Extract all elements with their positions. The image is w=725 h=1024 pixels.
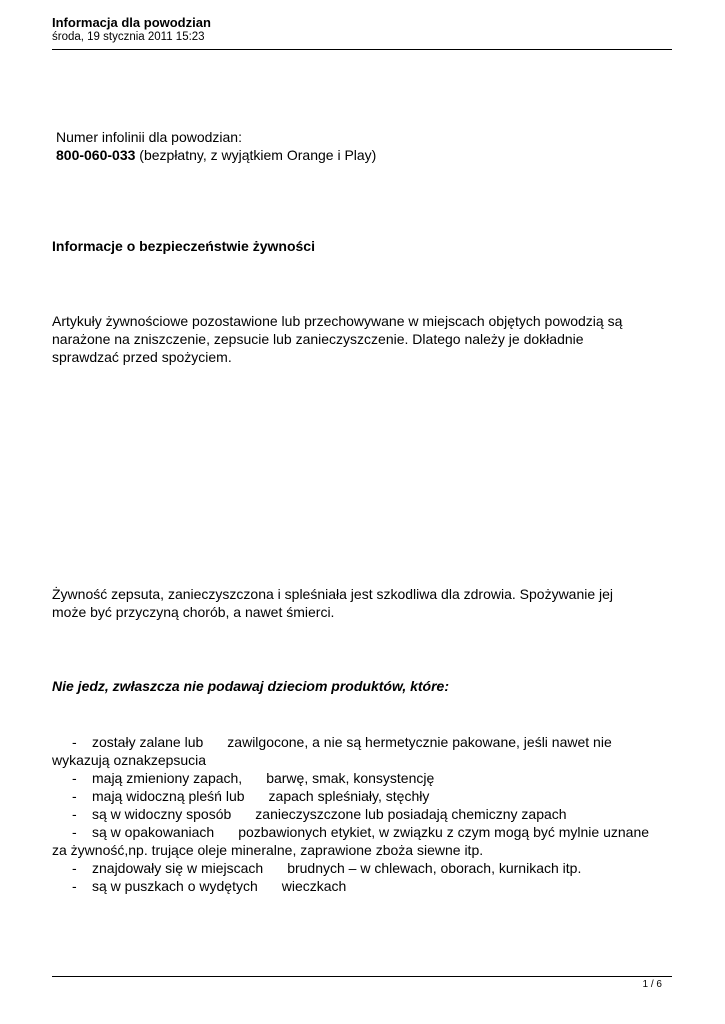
page-title: Informacja dla powodzian — [52, 15, 211, 30]
list-item-text: są w widoczny sposób — [92, 806, 232, 822]
list-item-text: znajdowały się w miejscach — [92, 860, 264, 876]
list-dash: - — [72, 734, 77, 750]
list-dash: - — [72, 770, 77, 786]
list-item-text: wykazują oznak — [52, 752, 151, 768]
paragraph-line: sprawdzać przed spożyciem. — [52, 349, 232, 365]
list-item-text: wieczkach — [281, 878, 347, 894]
list-item — [52, 733, 672, 751]
infoline-note: (bezpłatny, z wyjątkiem Orange i Play) — [135, 147, 377, 163]
list-dash: - — [72, 860, 77, 876]
page-date: środa, 19 stycznia 2011 15:23 — [52, 31, 205, 43]
section-heading: Informacje o bezpieczeństwie żywności — [52, 238, 315, 254]
list-item — [52, 769, 672, 787]
list-item-text: pozbawionych etykiet, w związku z czym mogą być mylnie uznane — [238, 824, 650, 840]
list-item-continuation — [52, 841, 672, 859]
paragraph-danger — [52, 585, 672, 621]
list-item-text: są w opakowaniach — [92, 824, 215, 840]
list-item — [52, 859, 672, 877]
list-item-text: barwę, smak, konsystencję — [266, 770, 435, 786]
list-item-text: zostały zalane lub — [92, 734, 204, 750]
list-item-text: zepsucia — [150, 752, 207, 768]
infoline-line — [56, 146, 676, 164]
paragraph-line: Artykuły żywnościowe pozostawione lub przechowywane w miejscach objętych powodzią są — [52, 313, 623, 329]
list-item-text: zanieczyszczone lub posiadają chemiczny zapach — [255, 806, 567, 822]
infoline-block — [56, 128, 676, 164]
header-rule — [52, 49, 672, 50]
list-dash: - — [72, 878, 77, 894]
infoline-label: Numer infolinii dla powodzian: — [56, 129, 242, 145]
page-number: 1 / 6 — [642, 979, 662, 990]
list-dash: - — [72, 806, 77, 822]
paragraph-line: Żywność zepsuta, zanieczyszczona i spleśniała jest szkodliwa dla zdrowia. Spożywanie jej — [52, 586, 614, 602]
list-item-text: zapach spleśniały, stęchły — [268, 788, 430, 804]
paragraph-line: narażone na zniszczenie, zepsucie lub zanieczyszczenie. Dlatego należy je dokładnie — [52, 331, 584, 347]
list-item-text: za żywność, — [52, 842, 129, 858]
paragraph-line: może być przyczyną chorób, a nawet śmierci. — [52, 604, 335, 620]
list-item-text: brudnych – w chlewach, oborach, kurnikach itp. — [287, 860, 582, 876]
list-item — [52, 877, 672, 895]
warning-list — [52, 733, 672, 895]
infoline-number: 800-060-033 — [56, 147, 136, 163]
footer-rule — [52, 976, 672, 977]
list-item-text: mają zmieniony zapach, — [92, 770, 243, 786]
list-item-text: mają widoczną pleśń lub — [92, 788, 245, 804]
list-dash: - — [72, 788, 77, 804]
list-item-continuation — [52, 751, 672, 769]
paragraph-storage — [52, 312, 672, 366]
list-item-text: np. trujące oleje mineralne, zaprawione zboża siewne itp. — [128, 842, 484, 858]
list-dash: - — [72, 824, 77, 840]
list-item-text: są w puszkach o wydętych — [92, 878, 258, 894]
warning-heading: Nie jedz, zwłaszcza nie podawaj dzieciom produktów, które: — [52, 678, 450, 694]
list-item — [52, 823, 672, 841]
list-item-text: zawilgocone, a nie są hermetycznie pakowane, jeśli nawet nie — [227, 734, 612, 750]
list-item — [52, 805, 672, 823]
list-item — [52, 787, 672, 805]
